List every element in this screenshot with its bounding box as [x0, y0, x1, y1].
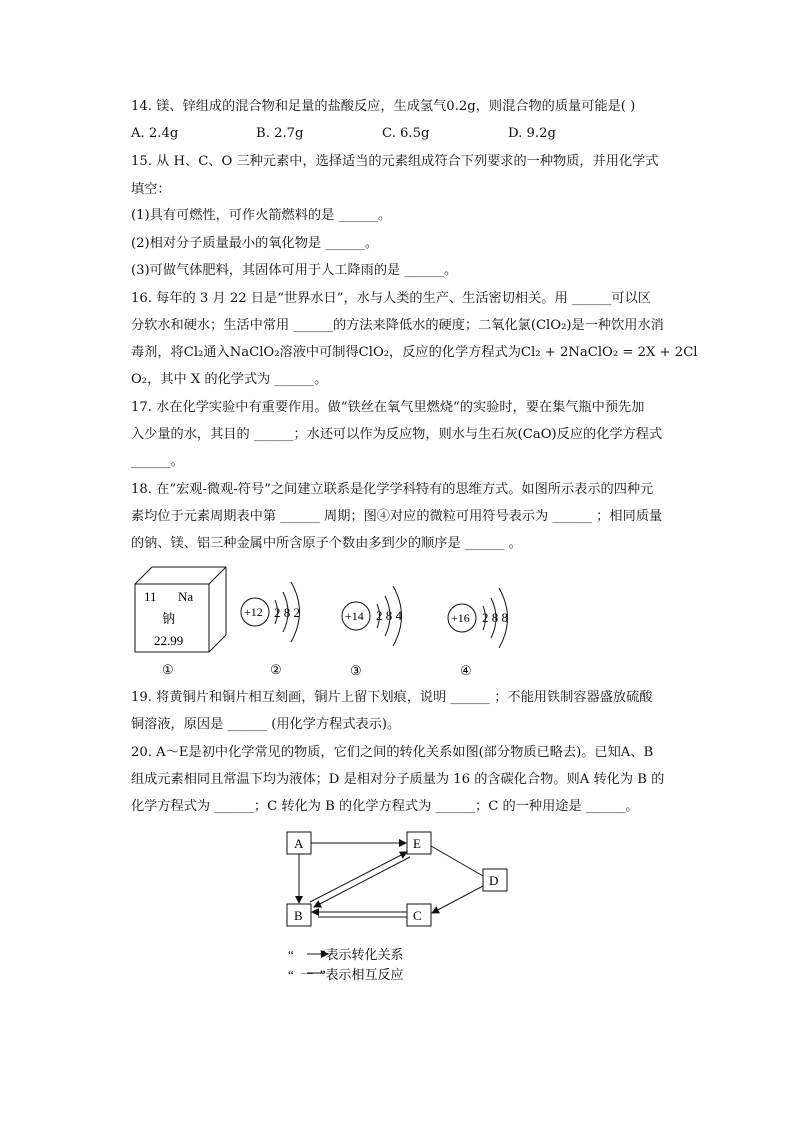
q20-line-2: 组成元素相同且常温下均为液体；D 是相对分子质量为 16 的含碳化合物。则A 转化为 B 的: [131, 772, 665, 787]
q20-line-1: 20. A～E是初中化学常见的物质，它们之间的转化关系如图(部分物质已略去)。已知A、B: [131, 745, 654, 760]
q14-option-d: D. 9.2g: [508, 126, 556, 141]
q17-line-3: ______。: [131, 454, 184, 469]
q18-line-3: 的钠、镁、铝三种金属中所含原子个数由多到少的顺序是 ______ 。: [131, 536, 522, 551]
q18-figure: [120, 560, 540, 685]
figure-label-4: ④: [460, 663, 472, 678]
q14-stem: 14. 镁、锌组成的混合物和足量的盐酸反应，生成氢气0.2g，则混合物的质量可能是( ): [131, 99, 636, 114]
element-number: 11: [144, 589, 157, 604]
q15-line-2: 填空：: [131, 182, 171, 197]
q18-line-1: 18. 在“宏观-微观-符号”之间建立联系是化学学科特有的思维方式。如图所示表示的四种元: [131, 482, 654, 497]
q17-line-1: 17. 水在化学实验中有重要作用。做“铁丝在氧气里燃烧“的实验时，要在集气瓶中预先加: [131, 400, 645, 415]
q16-line-3: 毒剂，将Cl₂通入NaClO₂溶液中可制得ClO₂，反应的化学方程式为Cl₂ + 2NaClO₂ = 2X + 2Cl: [131, 345, 698, 360]
q20-diagram: [270, 820, 530, 990]
q17-line-2: 入少量的水，其目的 ______；水还可以作为反应物，则水与生石灰(CaO)反应的化学方程式: [131, 427, 663, 442]
q15-line-1: 15. 从 H、C、O 三种元素中，选择适当的元素组成符合下列要求的一种物质，并用化学式: [131, 154, 659, 169]
figure-label-2: ②: [270, 662, 282, 677]
q14-option-b: B. 2.7g: [256, 126, 304, 141]
atom-3-shells: 2 8 4: [376, 608, 402, 623]
q19-line-1: 19. 将黄铜片和铜片相互刻画，铜片上留下划痕，说明 ______ ；不能用铁制容器盛放硫酸: [131, 690, 653, 705]
q19-line-2: 铜溶液，原因是 ______ (用化学方程式表示)。: [131, 717, 401, 732]
atom-4-shells: 2 8 8: [482, 610, 508, 625]
q15-line-3: (1)具有可燃性，可作火箭燃料的是 ______。: [131, 208, 392, 223]
q18-line-2: 素均位于元素周期表中第 ______ 周期；图④对应的微粒可用符号表示为 ______ ；相同质量: [131, 509, 663, 524]
q14-option-c: C. 6.5g: [382, 126, 430, 141]
atom-diagram-3: [342, 586, 403, 646]
element-symbol: Na: [178, 589, 194, 604]
q15-line-5: (3)可做气体肥料，其固体可用于人工降雨的是 ______。: [131, 263, 458, 278]
element-name: 钠: [162, 611, 176, 626]
node-a: A: [294, 836, 304, 851]
q16-line-1: 16. 每年的 3 月 22 日是“世界水日”，水与人类的生产、生活密切相关。用 ______可以区: [131, 291, 651, 306]
atom-diagram-4: [448, 588, 508, 648]
q20-line-3: 化学方程式为 ______；C 转化为 B 的化学方程式为 ______；C 的一种用途是 ______。: [131, 799, 639, 814]
q14-option-a: A. 2.4g: [131, 126, 179, 141]
node-c: C: [413, 908, 422, 923]
node-b: B: [294, 908, 303, 923]
legend-react: “ 一 ”表示相互反应: [288, 967, 404, 982]
figure-label-3: ③: [350, 663, 362, 678]
figure-label-1: ①: [162, 662, 174, 677]
atom-diagram-2: [241, 582, 300, 642]
atom-4-nucleus: +16: [451, 611, 470, 625]
element-mass: 22.99: [154, 633, 184, 648]
q16-line-2: 分软水和硬水；生活中常用 ______的方法来降低水的硬度；二氧化氯(ClO₂)是一种饮用水消: [131, 318, 664, 333]
node-d: D: [489, 873, 499, 888]
atom-2-shells: 2 8 2: [274, 605, 300, 620]
atom-3-nucleus: +14: [345, 609, 364, 623]
q16-line-4: O₂，其中 X 的化学式为 ______。: [131, 372, 328, 387]
atom-2-nucleus: +12: [244, 605, 263, 619]
legend-transform: “ ”表示转化关系: [288, 947, 404, 962]
q15-line-4: (2)相对分子质量最小的氧化物是 ______。: [131, 236, 379, 251]
node-e: E: [413, 836, 421, 851]
